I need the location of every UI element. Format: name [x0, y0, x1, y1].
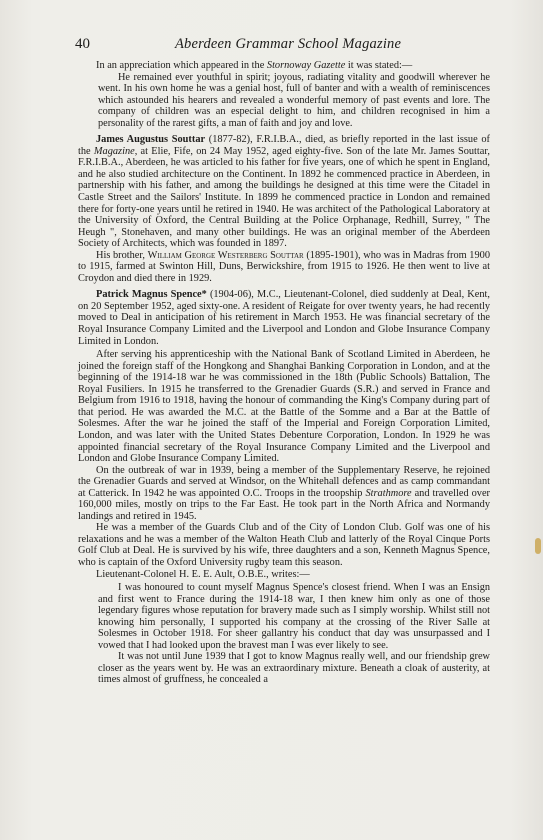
text-run: (1877-82), F.R.I.B.A., died, as briefly reported in the last issue of the	[78, 134, 490, 157]
paragraph-brother	[78, 250, 490, 285]
magazine-reference: Magazine	[93, 145, 135, 157]
margin-mark	[535, 538, 541, 554]
obituary-name: James Augustus Souttar	[96, 134, 206, 146]
text-run: (1904-06), M.C., Lieutenant-Colonel, died suddenly at Deal, Kent, on 20 September 1952, aged sixty-one. A resident of Reigate for over twenty years, he had recently moved to Deal in anticipation of his retirement in March 1953. He was financial secretary of the Royal Insurance Company Limited and the Liverpool and London and Globe Insurance Company Limited in London.	[78, 289, 490, 347]
publication-title: Stornoway Gazette	[266, 60, 346, 71]
text-run: (1895-1901), who was in Madras from 1900 to 1915, farmed at Swinton Hill, Duns, Berwickshire, from 1915 to 1926. He then went to live at Croydon and died there in 1929.	[78, 249, 490, 284]
quotation-paragraph: I was honoured to count myself Magnus Spence's closest friend. When I was an Ensign and first went to France during the 1914-18 war, I then knew him only as one of those legendary figures whose reputation for bravery made such as I simply worship. Whilst still not knowing him personally, I supported his company at the crossing of the River Salle at Solesmes in October 1918. For sheer gallantry his conduct that day was unsurpassed and I vowed that I had looked upon the bravest man I was ever likely to see.	[98, 582, 490, 651]
paragraph-career: After serving his apprenticeship with the National Bank of Scotland Limited in Aberdeen, he joined the foreign staff of the Hongkong and Shanghai Banking Corporation in London, and at the beginning of the 1914-18 war he was commissioned in the 18th (Public Schools) Battalion, The Royal Fusiliers. In 1915 he transferred to the Grenadier Guards (S.R.) and served in France and Belgium from 1916 to 1918, having the honour of commanding the King's Company during part of that period. He was awarded the M.C. at the Battle of the Somme and a Bar at the Battle of Solesmes. After the war he joined the staff of the Imperial and Foreign Corporation Limited, London, and was later with the United States Debenture Corporation, London. In 1929 he was appointed financial secretary of the Royal Insurance Company Limited and the Liverpool and London and Globe Insurance Company Limited.	[78, 349, 490, 465]
obituary-spence	[78, 289, 490, 347]
article-body	[78, 60, 490, 686]
page-header	[75, 36, 491, 54]
text-run: His brother,	[96, 249, 148, 261]
obituary-souttar	[78, 134, 490, 249]
paragraph-intro	[78, 60, 490, 72]
text-run: On the outbreak of war in 1939, being a member of the Supplementary Reserve, he rejoined the Grenadier Guards and served at Windsor, on the Whitehall defences and as camp commandant at Catterick. In 1942 he was appointed O.C. Troops in the troopship	[78, 464, 490, 499]
obituary-name: Patrick Magnus Spence*	[96, 289, 207, 301]
text-run: , at Elie, Fife, on 24 May 1952, aged eighty-five. Son of the late Mr. James Souttar, F.R.I.B.A., Aberdeen, he was articled to his father for five years, one of which he spent in England, and he also studied architecture on the Continent. In 1892 he commenced practice in Aberdeen, in partnership with his father, and among the buildings he designed at this time were the Citadel in Castle Street and the Sailors' Institute. In 1899 he commenced practice in London and remained there for forty-one years until he retired in 1940. He was architect of the Pathological Laboratory at the University of Oxford, the Central Building at the Police Orphanage, Redhill, Surrey, " The Heugh ", Stonehaven, and many other buildings. He was an original member of the Aberdeen Society of Architects, which was founded in 1897.	[78, 145, 490, 250]
quotation-paragraph: He remained ever youthful in spirit; joyous, radiating vitality and goodwill wherever he went. In his own home he was a genial host, full of banter and with a wealth of reminiscences which astounded his hearers and revealed a wonderful memory of past events and lore. The company of children was an especial delight to him, and children recognised in him a personality of the rarest gifts, a man of faith and joy and love.	[98, 71, 490, 129]
brother-name: William George Westerberg Souttar	[147, 249, 304, 261]
paragraph-tribute-intro: Lieutenant-Colonel H. E. E. Ault, O.B.E., writes:—	[96, 568, 310, 580]
text-run: In an appreciation which appeared in the	[96, 60, 267, 71]
paragraph-clubs: He was a member of the Guards Club and of the City of London Club. Golf was one of his relaxations and he was a member of the Walton Heath Club and latterly of the Royal Cinque Ports Golf Club at Deal. He is survived by his wife, three daughters and a son, Kenneth Magnus Spence, who is captain of the Oxford University rugby team this season.	[78, 522, 490, 568]
ship-name: Strathmore	[365, 487, 412, 499]
page-number: 40	[75, 36, 90, 52]
paragraph-war-service	[78, 465, 490, 523]
running-head-title: Aberdeen Grammar School Magazine	[175, 36, 402, 52]
quotation-paragraph: It was not until June 1939 that I got to know Magnus really well, and our friendship grew closer as the years went by. He was an extraordinary mixture. Beneath a cloak of austerity, at times almost of gruffness, he concealed a	[98, 651, 490, 686]
text-run: it was stated:—	[345, 60, 413, 71]
text-run: and travelled over 160,000 miles, mostly on trips to the Far East. He took part in the North Africa and Normandy landings and retired in 1945.	[78, 487, 490, 522]
